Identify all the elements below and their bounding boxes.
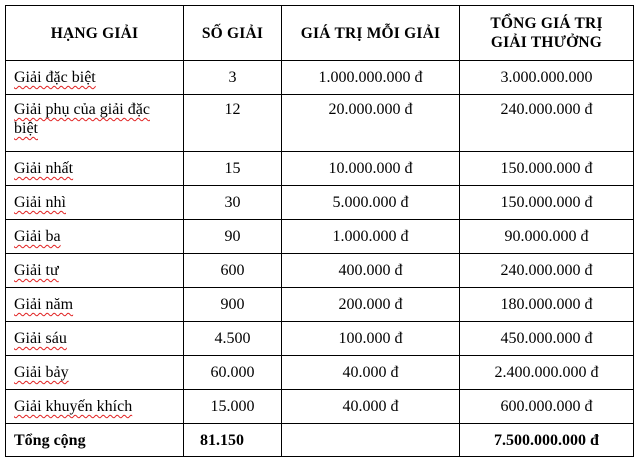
prize-value: 20.000.000 đ: [282, 95, 460, 152]
prize-value: 200.000 đ: [282, 288, 460, 322]
prize-value: 40.000 đ: [282, 390, 460, 424]
prize-total: 150.000.000 đ: [460, 186, 634, 220]
prize-name: [6, 356, 184, 390]
prize-name-text: Giải nhì: [14, 194, 66, 211]
prize-total: 240.000.000 đ: [460, 95, 634, 152]
prize-count: 15: [184, 152, 282, 186]
prize-name-line-1: Giải phụ của giải đặc: [14, 101, 150, 118]
prize-value: 5.000.000 đ: [282, 186, 460, 220]
prize-name-text: Giải tư: [14, 262, 59, 279]
table-row: [6, 186, 634, 220]
header-prize-rank: HẠNG GIẢI: [6, 6, 184, 61]
table-row: [6, 61, 634, 95]
prize-count: 90: [184, 220, 282, 254]
prize-name: [6, 322, 184, 356]
prize-count: 4.500: [184, 322, 282, 356]
total-label: Tổng cộng: [6, 424, 184, 457]
prize-name-text: Giải ba: [14, 228, 61, 245]
prize-name: [6, 61, 184, 95]
header-prize-value: GIÁ TRỊ MỖI GIẢI: [282, 6, 460, 61]
prize-total: 240.000.000 đ: [460, 254, 634, 288]
prize-name-text: Giải đặc biệt: [14, 69, 96, 86]
prize-count: 3: [184, 61, 282, 95]
prize-name-text: Giải sáu: [14, 330, 67, 347]
prize-value: 400.000 đ: [282, 254, 460, 288]
prize-name: [6, 288, 184, 322]
prize-name: [6, 186, 184, 220]
prize-total: 3.000.000.000: [460, 61, 634, 95]
prize-value: 1.000.000.000 đ: [282, 61, 460, 95]
table-header-row: [6, 6, 634, 61]
prize-value: 10.000.000 đ: [282, 152, 460, 186]
prize-count: 900: [184, 288, 282, 322]
table-row: [6, 254, 634, 288]
prize-total: 180.000.000 đ: [460, 288, 634, 322]
table-row: [6, 390, 634, 424]
prize-name: [6, 95, 184, 152]
prize-total: 600.000.000 đ: [460, 390, 634, 424]
prize-name-text: Giải khuyến khích: [14, 398, 133, 415]
prize-name: [6, 220, 184, 254]
table-row: [6, 220, 634, 254]
total-value: [282, 424, 460, 457]
prize-total: 2.400.000.000 đ: [460, 356, 634, 390]
total-row: [6, 424, 634, 457]
prize-name: [6, 152, 184, 186]
header-total-value-line-2: GIẢI THƯỞNG: [490, 34, 603, 51]
prize-name: [6, 254, 184, 288]
total-count: 81.150: [184, 424, 282, 457]
prize-name-line-2: biệt: [14, 120, 38, 137]
header-prize-count: SỐ GIẢI: [184, 6, 282, 61]
prize-name: [6, 390, 184, 424]
prize-total: 90.000.000 đ: [460, 220, 634, 254]
prize-count: 12: [184, 95, 282, 152]
prize-name-text: Giải bảy: [14, 364, 69, 381]
prize-count: 600: [184, 254, 282, 288]
prize-total: 450.000.000 đ: [460, 322, 634, 356]
prize-name-text: Giải nhất: [14, 160, 74, 177]
table-row: [6, 152, 634, 186]
prize-table: [5, 5, 634, 457]
table-row: [6, 356, 634, 390]
prize-count: 15.000: [184, 390, 282, 424]
prize-value: 100.000 đ: [282, 322, 460, 356]
prize-count: 30: [184, 186, 282, 220]
prize-count: 60.000: [184, 356, 282, 390]
table-row: [6, 322, 634, 356]
prize-value: 40.000 đ: [282, 356, 460, 390]
header-total-value-line-1: TỔNG GIÁ TRỊ: [490, 15, 603, 32]
prize-name-text: Giải năm: [14, 296, 74, 313]
table-row: [6, 288, 634, 322]
prize-total: 150.000.000 đ: [460, 152, 634, 186]
header-total-value: [460, 6, 634, 61]
table-row: [6, 95, 634, 152]
prize-value: 1.000.000 đ: [282, 220, 460, 254]
total-sum: 7.500.000.000 đ: [460, 424, 634, 457]
